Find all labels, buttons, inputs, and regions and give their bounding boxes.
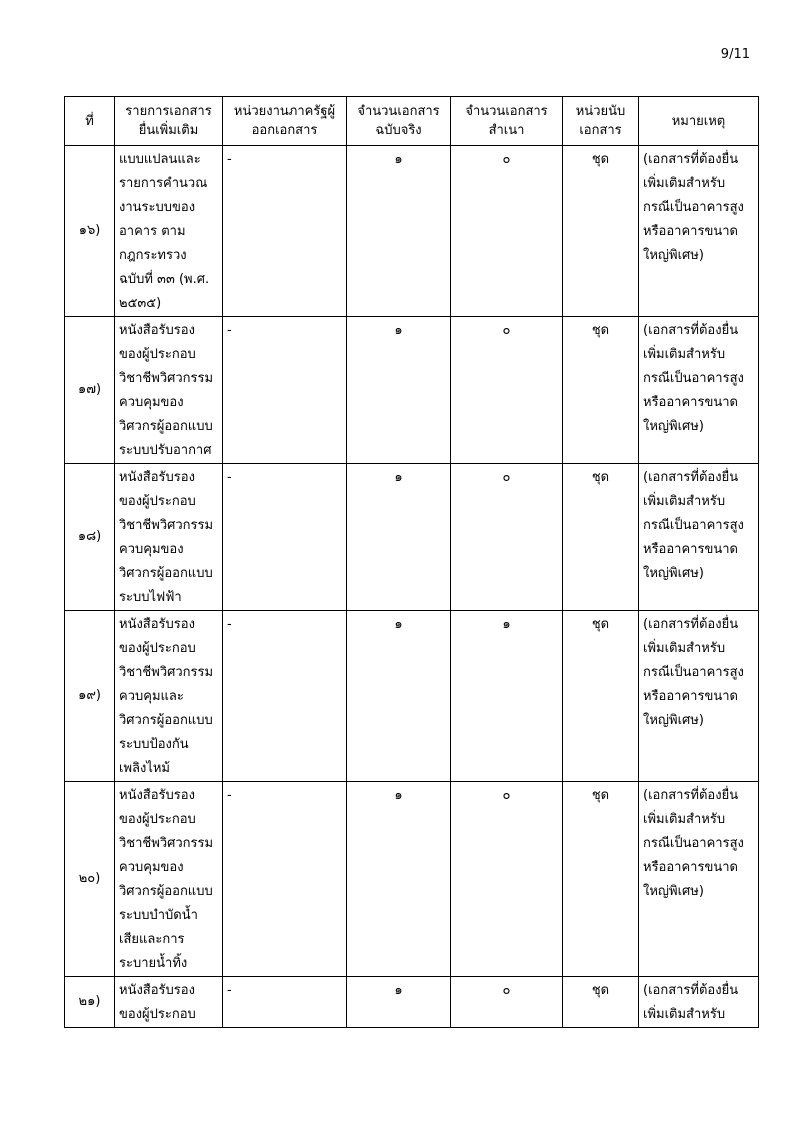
row-item: หนังสือรับรอง ของผู้ประกอบ วิชาชีพวิศวกรรม ควบคุมของ วิศวกรผู้ออกแบบ ระบบปรับอากาศ	[115, 317, 223, 464]
row-note: (เอกสารที่ต้องยื่น เพิ่มเติมสำหรับ กรณีเป็นอาคารสูง หรืออาคารขนาด ใหญ่พิเศษ)	[639, 611, 759, 782]
row-number: ๑๘)	[65, 464, 115, 611]
table-row	[65, 611, 759, 782]
row-number: ๑๗)	[65, 317, 115, 464]
document-table	[64, 96, 759, 1028]
row-note: (เอกสารที่ต้องยื่น เพิ่มเติมสำหรับ กรณีเป็นอาคารสูง หรืออาคารขนาด ใหญ่พิเศษ)	[639, 782, 759, 977]
table-header	[65, 97, 759, 146]
header-no: ที่	[65, 97, 115, 146]
row-note: (เอกสารที่ต้องยื่น เพิ่มเติมสำหรับ กรณีเป็นอาคารสูง หรืออาคารขนาด ใหญ่พิเศษ)	[639, 464, 759, 611]
row-agency: -	[223, 611, 347, 782]
row-unit: ชุด	[563, 146, 639, 317]
row-agency: -	[223, 977, 347, 1028]
row-copy-count: ๐	[451, 464, 563, 611]
row-note: (เอกสารที่ต้องยื่น เพิ่มเติมสำหรับ	[639, 977, 759, 1028]
header-unit: หน่วยนับ เอกสาร	[563, 97, 639, 146]
table-row	[65, 464, 759, 611]
row-unit: ชุด	[563, 977, 639, 1028]
table-row	[65, 317, 759, 464]
row-original-count: ๑	[347, 146, 451, 317]
row-original-count: ๑	[347, 317, 451, 464]
row-agency: -	[223, 782, 347, 977]
row-item: หนังสือรับรอง ของผู้ประกอบ	[115, 977, 223, 1028]
row-number: ๑๙)	[65, 611, 115, 782]
row-original-count: ๑	[347, 782, 451, 977]
row-item: หนังสือรับรอง ของผู้ประกอบ วิชาชีพวิศวกรรม ควบคุมและ วิศวกรผู้ออกแบบ ระบบป้องกัน เพลิงไหม้	[115, 611, 223, 782]
row-original-count: ๑	[347, 464, 451, 611]
row-agency: -	[223, 146, 347, 317]
row-agency: -	[223, 464, 347, 611]
row-item: หนังสือรับรอง ของผู้ประกอบ วิชาชีพวิศวกรรม ควบคุมของ วิศวกรผู้ออกแบบ ระบบไฟฟ้า	[115, 464, 223, 611]
row-unit: ชุด	[563, 611, 639, 782]
row-note: (เอกสารที่ต้องยื่น เพิ่มเติมสำหรับ กรณีเป็นอาคารสูง หรืออาคารขนาด ใหญ่พิเศษ)	[639, 146, 759, 317]
header-agency: หน่วยงานภาครัฐผู้ ออกเอกสาร	[223, 97, 347, 146]
row-number: ๑๖)	[65, 146, 115, 317]
table-body	[65, 146, 759, 1028]
header-original-count: จำนวนเอกสาร ฉบับจริง	[347, 97, 451, 146]
table-row	[65, 977, 759, 1028]
row-copy-count: ๐	[451, 782, 563, 977]
header-row	[65, 97, 759, 146]
row-unit: ชุด	[563, 782, 639, 977]
row-item: หนังสือรับรอง ของผู้ประกอบ วิชาชีพวิศวกรรม ควบคุมของ วิศวกรผู้ออกแบบ ระบบบำบัดน้ำ เสียและการ ระบายน้ำทิ้ง	[115, 782, 223, 977]
table-row	[65, 146, 759, 317]
row-copy-count: ๐	[451, 977, 563, 1028]
row-unit: ชุด	[563, 464, 639, 611]
row-original-count: ๑	[347, 611, 451, 782]
row-unit: ชุด	[563, 317, 639, 464]
row-original-count: ๑	[347, 977, 451, 1028]
row-number: ๒๐)	[65, 782, 115, 977]
header-item: รายการเอกสาร ยื่นเพิ่มเติม	[115, 97, 223, 146]
header-copy-count: จำนวนเอกสาร สำเนา	[451, 97, 563, 146]
row-agency: -	[223, 317, 347, 464]
row-number: ๒๑)	[65, 977, 115, 1028]
header-note: หมายเหตุ	[639, 97, 759, 146]
row-note: (เอกสารที่ต้องยื่น เพิ่มเติมสำหรับ กรณีเป็นอาคารสูง หรืออาคารขนาด ใหญ่พิเศษ)	[639, 317, 759, 464]
row-copy-count: ๐	[451, 146, 563, 317]
row-copy-count: ๑	[451, 611, 563, 782]
page-number: 9/11	[720, 47, 750, 62]
row-copy-count: ๐	[451, 317, 563, 464]
table-row	[65, 782, 759, 977]
row-item: แบบแปลนและ รายการคำนวณ งานระบบของ อาคาร ตาม กฎกระทรวง ฉบับที่ ๓๓ (พ.ศ. ๒๕๓๕)	[115, 146, 223, 317]
